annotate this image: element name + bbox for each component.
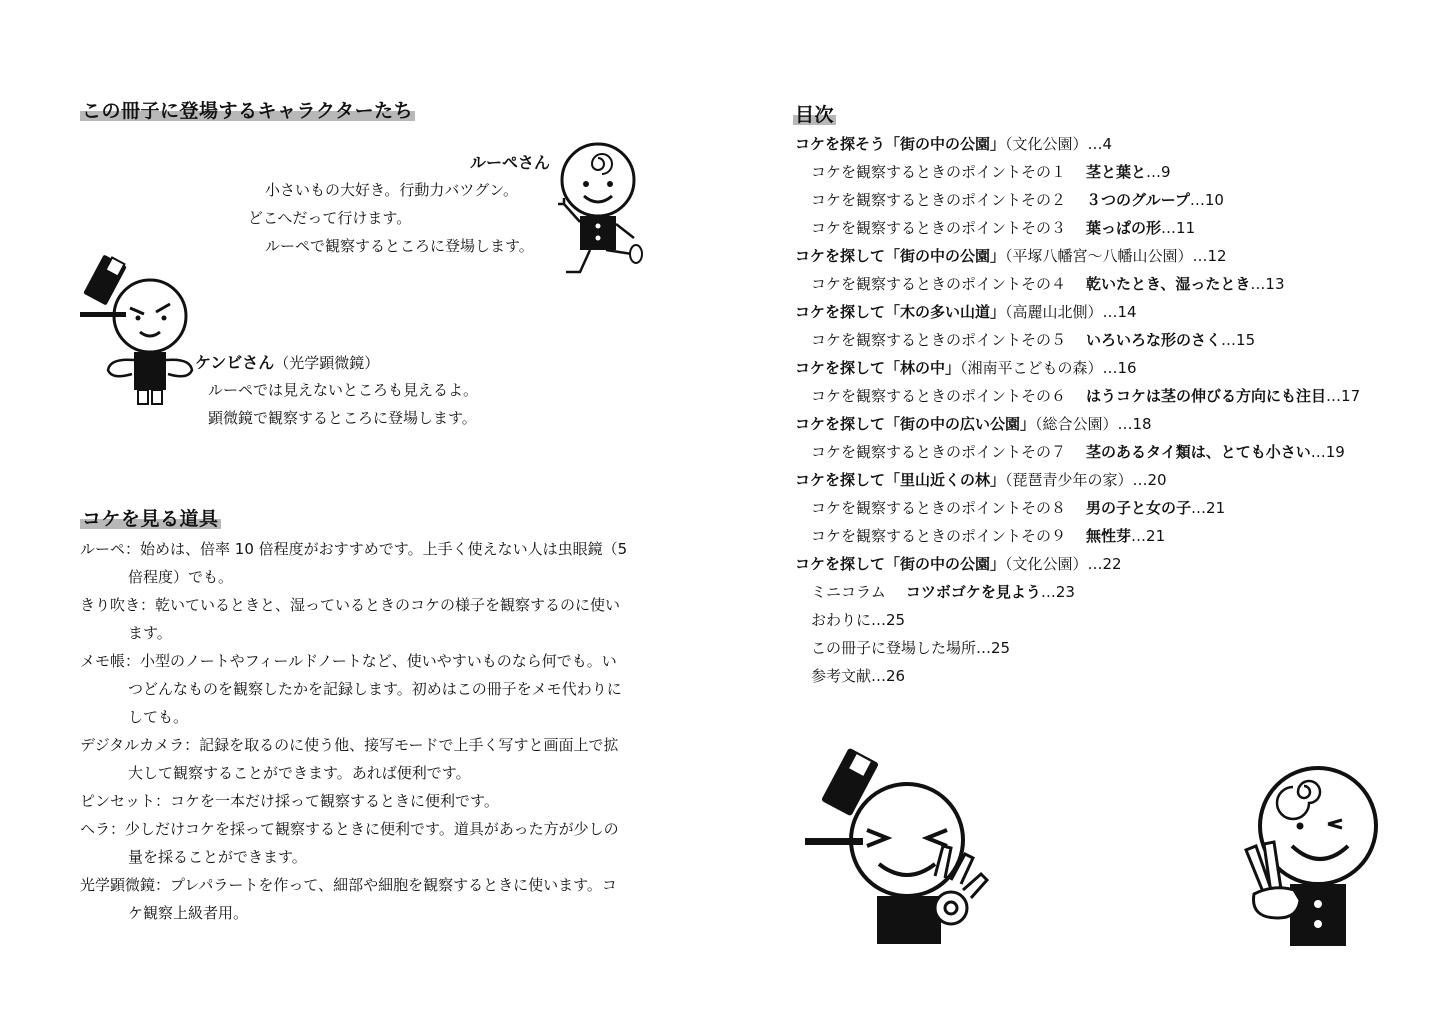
toc-subentry[interactable]	[795, 382, 1415, 410]
tool-label: ピンセット：	[80, 792, 171, 810]
toc-heading: 目次	[793, 100, 836, 127]
toc-entry-text: コケを観察するときのポイントその７	[811, 443, 1067, 461]
toc-entry-page: …9	[1146, 163, 1171, 181]
toc-chapter-title: コケを探して「街の中の公園」	[795, 247, 1006, 265]
toc-entry-text: コケを観察するときのポイントその６	[811, 387, 1067, 405]
toc-entry-text: コケを観察するときのポイントその１	[811, 163, 1067, 181]
characters-heading: この冊子に登場するキャラクターたち	[80, 96, 415, 123]
tool-desc: 乾いているときと、湿っているときのコケの様子を観察するのに使い	[155, 596, 621, 614]
toc-subentry[interactable]	[795, 522, 1415, 550]
tool-label: 光学顕微鏡：	[80, 876, 171, 894]
toc-chapter-title: コケを探そう「街の中の公園」	[795, 135, 1006, 153]
toc-entry-page: …21	[1131, 527, 1166, 545]
tool-item	[80, 647, 680, 675]
tool-desc: コケを一本だけ採って観察するときに便利です。	[170, 792, 499, 810]
toc-entry-title: はうコケは茎の伸びる方向にも注目	[1086, 387, 1327, 405]
toc-entry-title: 茎と葉と	[1086, 163, 1147, 181]
tool-desc: 記録を取るのに使う他、接写モードで上手く写すと画面上で拡	[199, 736, 619, 754]
toc-subentry[interactable]	[795, 578, 1415, 606]
tool-desc: 始めは、倍率 10 倍程度がおすすめです。上手く使えない人は虫眼鏡（5	[140, 540, 628, 558]
toc-entry-title: 乾いたとき、湿ったとき	[1086, 275, 1251, 293]
toc-entry-page: …15	[1221, 331, 1256, 349]
toc-entry-page: …21	[1191, 499, 1226, 517]
toc-entry-page: …11	[1161, 219, 1196, 237]
loupe-desc-1: 小さいもの大好き。行動力バツグン。	[265, 181, 519, 199]
toc-subentry[interactable]	[795, 326, 1415, 354]
loupe-character-illustration	[548, 140, 658, 280]
kenbi-desc-2: 顕微鏡で観察するところに登場します。	[208, 409, 477, 427]
tool-item	[80, 815, 680, 843]
toc-entry-text: 参考文献…26	[811, 667, 906, 685]
kenbi-name-line	[195, 350, 379, 373]
tool-label: メモ帳：	[80, 652, 141, 670]
tool-item	[80, 787, 680, 815]
toc-chapter-place-page: （琵琶青少年の家）…20	[1005, 471, 1167, 489]
toc-entry-text: ミニコラム	[811, 583, 886, 601]
tool-desc: 少しだけコケを採って観察するときに便利です。道具があった方が少しの	[125, 820, 619, 838]
kenbi-name-note: （光学顕微鏡）	[274, 354, 380, 372]
tools-heading: コケを見る道具	[80, 504, 221, 531]
tool-item	[80, 871, 680, 899]
toc-entry-page: …10	[1189, 191, 1224, 209]
toc-entry-page: …13	[1250, 275, 1285, 293]
toc-entry-page: …17	[1326, 387, 1361, 405]
toc-subentry[interactable]	[795, 438, 1415, 466]
toc-chapter-title: コケを探して「街の中の公園」	[795, 555, 1006, 573]
toc-entry-text: コケを観察するときのポイントその５	[811, 331, 1067, 349]
toc-entry-title: いろいろな形のさく	[1086, 331, 1222, 349]
toc-chapter[interactable]	[795, 298, 1415, 326]
toc-chapter-title: コケを探して「林の中」	[795, 359, 961, 377]
toc-subentry[interactable]	[795, 214, 1415, 242]
toc-entry-text: コケを観察するときのポイントその４	[811, 275, 1067, 293]
toc-entry-text: おわりに…25	[811, 611, 906, 629]
toc-chapter-title: コケを探して「里山近くの林」	[795, 471, 1006, 489]
toc-chapter[interactable]	[795, 550, 1415, 578]
tool-item	[80, 535, 680, 563]
toc-list	[795, 130, 1415, 690]
tool-desc-continued: 大して観察することができます。あれば便利です。	[128, 764, 471, 782]
toc-chapter-place-page: （高麗山北側）…14	[1005, 303, 1137, 321]
toc-chapter[interactable]	[795, 354, 1415, 382]
toc-subentry[interactable]	[795, 662, 1415, 690]
loupe-name: ルーペさん	[470, 153, 551, 172]
toc-subentry[interactable]	[795, 494, 1415, 522]
kenbi-desc-1: ルーペでは見えないところも見えるよ。	[208, 381, 479, 399]
tool-desc-continued: ます。	[128, 624, 172, 642]
toc-chapter-title: コケを探して「街の中の広い公園」	[795, 415, 1036, 433]
tool-item	[80, 731, 680, 759]
toc-entry-text: この冊子に登場した場所…25	[811, 639, 1011, 657]
tool-desc: プレパラートを作って、細部や細胞を観察するときに使います。コ	[170, 876, 617, 894]
toc-chapter[interactable]	[795, 130, 1415, 158]
toc-entry-page: …23	[1040, 583, 1075, 601]
toc-subentry[interactable]	[795, 186, 1415, 214]
tools-list	[80, 535, 680, 927]
toc-entry-title: 無性芽	[1086, 527, 1132, 545]
toc-entry-title: 男の子と女の子	[1086, 499, 1192, 517]
tool-label: きり吹き：	[80, 596, 156, 614]
tool-desc-continued: ケ観察上級者用。	[128, 904, 249, 922]
toc-chapter-place-page: （湘南平こどもの森）…16	[960, 359, 1137, 377]
toc-chapter-place-page: （文化公園）…22	[1005, 555, 1122, 573]
kenbi-name: ケンビさん	[195, 353, 275, 372]
tool-desc-continued: 倍程度）でも。	[128, 568, 234, 586]
toc-chapter-place-page: （総合公園）…18	[1035, 415, 1152, 433]
toc-entry-text: コケを観察するときのポイントその９	[811, 527, 1067, 545]
toc-chapter-place-page: （平塚八幡宮～八幡山公園）…12	[1005, 247, 1227, 265]
toc-entry-text: コケを観察するときのポイントその３	[811, 219, 1067, 237]
toc-subentry[interactable]	[795, 606, 1415, 634]
toc-entry-page: …19	[1310, 443, 1345, 461]
toc-entry-title: 葉っぱの形	[1086, 219, 1162, 237]
tool-label: ヘラ：	[80, 820, 126, 838]
toc-entry-title: ３つのグループ	[1086, 191, 1190, 209]
toc-chapter-title: コケを探して「木の多い山道」	[795, 303, 1006, 321]
toc-chapter-place-page: （文化公園）…4	[1005, 135, 1113, 153]
toc-subentry[interactable]	[795, 270, 1415, 298]
toc-subentry[interactable]	[795, 634, 1415, 662]
tool-desc-continued: しても。	[128, 708, 189, 726]
toc-entry-title: コツボゴケを見よう	[905, 583, 1041, 601]
tool-item	[80, 591, 680, 619]
toc-subentry[interactable]	[795, 158, 1415, 186]
loupe-peace-illustration	[1228, 754, 1388, 949]
toc-entry-text: コケを観察するときのポイントその２	[811, 191, 1067, 209]
toc-entry-text: コケを観察するときのポイントその８	[811, 499, 1067, 517]
toc-chapter[interactable]	[795, 466, 1415, 494]
tool-desc: 小型のノートやフィールドノートなど、使いやすいものなら何でも。い	[140, 652, 617, 670]
loupe-desc-3: ルーペで観察するところに登場します。	[265, 237, 534, 255]
kenbi-ok-illustration	[805, 748, 995, 948]
tool-label: デジタルカメラ：	[80, 736, 200, 754]
tool-desc-continued: 量を採ることができます。	[128, 848, 307, 866]
toc-entry-title: 茎のあるタイ類は、とても小さい	[1086, 443, 1311, 461]
toc-chapter[interactable]	[795, 242, 1415, 270]
toc-chapter[interactable]	[795, 410, 1415, 438]
tool-label: ルーペ：	[80, 540, 141, 558]
tool-desc-continued: つどんなものを観察したかを記録します。初めはこの冊子をメモ代わりに	[128, 680, 622, 698]
loupe-desc-2: どこへだって行けます。	[248, 209, 412, 227]
kenbi-character-illustration	[78, 252, 198, 412]
